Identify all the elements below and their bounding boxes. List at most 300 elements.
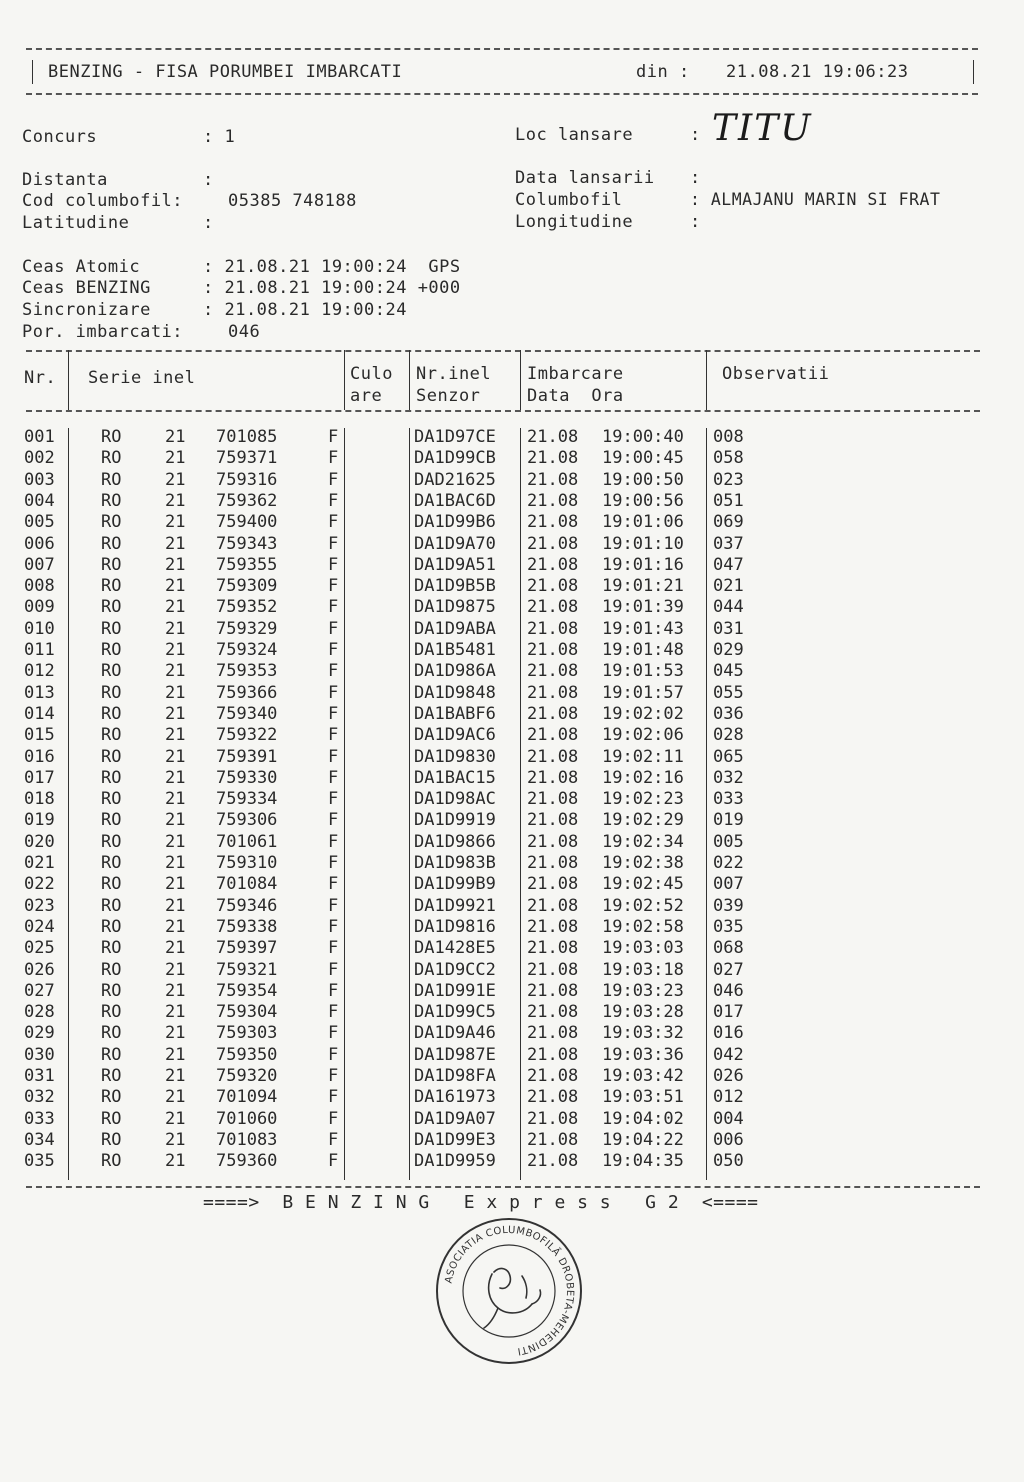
table-row [0,683,1024,704]
cod-columbofil-label: Cod columbofil: [22,191,184,211]
cell-inel: 759354 [216,980,278,1001]
cell-tara: RO [101,490,122,511]
cell-tara: RO [101,512,122,533]
cell-ora: 19:01:06 [602,512,684,533]
cell-sex: F [328,448,339,469]
col-header-observatii: Observatii [722,364,830,384]
cell-senzor: DA1D9866 [414,831,496,852]
cell-an: 21 [165,1002,186,1023]
din-label: din : [636,62,690,82]
cell-senzor: DA1D9A51 [414,554,496,575]
concurs-value: : 1 [203,127,236,147]
col-header-data-ora: Data Ora [527,386,624,406]
cell-observatii: 046 [713,980,744,1001]
cell-inel: 759310 [216,853,278,873]
cell-senzor: DA1428E5 [414,938,496,959]
cell-an: 21 [165,746,186,767]
cell-inel: 759371 [216,448,278,469]
cell-observatii: 008 [713,427,744,447]
cell-inel: 759304 [216,1002,278,1023]
cell-an: 21 [165,1066,186,1086]
cell-observatii: 022 [713,853,744,873]
cell-data: 21.08 [527,427,579,447]
sincronizare-value: : 21.08.21 19:00:24 [203,300,407,320]
cell-tara: RO [101,448,122,469]
cell-nr: 031 [24,1066,55,1086]
cell-tara: RO [101,1151,122,1172]
table-row [0,917,1024,938]
cell-nr: 004 [24,490,55,511]
cell-inel: 759306 [216,810,278,831]
table-row [0,640,1024,661]
cell-ora: 19:03:28 [602,1002,684,1023]
cell-ora: 19:03:32 [602,1023,684,1044]
cell-nr: 002 [24,448,55,469]
col-sep-imbarcare-header [706,350,707,410]
cell-inel: 759322 [216,725,278,746]
cell-data: 21.08 [527,789,579,810]
col-sep-senzor-header [520,350,521,410]
cell-nr: 011 [24,640,55,660]
cell-an: 21 [165,831,186,852]
longitudine-label: Longitudine [515,212,634,232]
cell-an: 21 [165,767,186,788]
cell-an: 21 [165,533,186,554]
cell-nr: 006 [24,533,55,554]
cell-an: 21 [165,725,186,746]
cell-tara: RO [101,554,122,575]
cell-observatii: 012 [713,1087,744,1108]
table-header-bottom-border [26,410,980,412]
cell-data: 21.08 [527,1129,579,1150]
cell-ora: 19:02:45 [602,874,684,895]
cell-tara: RO [101,618,122,639]
cell-nr: 028 [24,1002,55,1023]
col-sep-nr-header [68,350,69,410]
cell-inel: 701084 [216,874,278,895]
cell-senzor: DA1D9A07 [414,1108,496,1129]
stamp-graphic [434,1216,584,1366]
cell-ora: 19:04:22 [602,1129,684,1150]
cell-tara: RO [101,980,122,1001]
cell-sex: F [328,789,339,810]
cell-senzor: DA1D9ABA [414,618,496,639]
cell-data: 21.08 [527,853,579,873]
cell-tara: RO [101,661,122,682]
cell-observatii: 019 [713,810,744,831]
footer-brand: ====> B E N Z I N G E x p r e s s G 2 <==== [203,1192,759,1213]
table-row [0,576,1024,597]
cell-senzor: DA1BAC15 [414,767,496,788]
table-row [0,534,1024,555]
cell-nr: 032 [24,1087,55,1108]
cell-data: 21.08 [527,1002,579,1023]
cell-observatii: 006 [713,1129,744,1150]
cell-observatii: 017 [713,1002,744,1023]
cell-an: 21 [165,597,186,618]
cell-sex: F [328,980,339,1001]
cell-inel: 759324 [216,640,278,660]
cell-observatii: 029 [713,640,744,660]
cell-ora: 19:03:23 [602,980,684,1001]
cell-data: 21.08 [527,767,579,788]
cell-inel: 701060 [216,1108,278,1129]
cell-sex: F [328,682,339,703]
cell-senzor: DA1D9AC6 [414,725,496,746]
header-right-border [973,60,974,84]
cell-senzor: DA1D99B6 [414,512,496,533]
table-row [0,747,1024,768]
cell-tara: RO [101,938,122,959]
cell-inel: 759329 [216,618,278,639]
cell-an: 21 [165,980,186,1001]
cell-sex: F [328,1044,339,1065]
cell-senzor: DA1D986A [414,661,496,682]
cell-sex: F [328,831,339,852]
cell-sex: F [328,725,339,746]
cell-sex: F [328,554,339,575]
header-bottom-border [26,93,978,95]
cell-an: 21 [165,469,186,490]
cell-observatii: 007 [713,874,744,895]
cell-nr: 014 [24,703,55,724]
cell-inel: 759320 [216,1066,278,1086]
cell-ora: 19:00:45 [602,448,684,469]
cell-tara: RO [101,810,122,831]
cell-data: 21.08 [527,533,579,554]
cell-nr: 033 [24,1108,55,1129]
cell-data: 21.08 [527,746,579,767]
cell-sex: F [328,938,339,959]
cell-inel: 701061 [216,831,278,852]
cell-an: 21 [165,1044,186,1065]
sincronizare-label: Sincronizare [22,300,151,320]
cell-an: 21 [165,789,186,810]
cell-tara: RO [101,1108,122,1129]
cell-tara: RO [101,1002,122,1023]
distanta-value: : [203,170,214,190]
cell-tara: RO [101,640,122,660]
cell-inel: 759343 [216,533,278,554]
cell-inel: 759316 [216,469,278,490]
table-row [0,960,1024,981]
cell-inel: 759350 [216,1044,278,1065]
cell-sex: F [328,853,339,873]
cell-senzor: DA1D99B9 [414,874,496,895]
cell-tara: RO [101,1044,122,1065]
table-row [0,1066,1024,1087]
table-row [0,853,1024,874]
cell-data: 21.08 [527,469,579,490]
header-top-border [26,48,978,50]
table-row [0,768,1024,789]
table-row [0,1023,1024,1044]
cell-observatii: 023 [713,469,744,490]
table-row [0,981,1024,1002]
cell-data: 21.08 [527,661,579,682]
cell-senzor: DA1D97CE [414,427,496,447]
cell-observatii: 065 [713,746,744,767]
cell-ora: 19:03:51 [602,1087,684,1108]
cell-sex: F [328,1129,339,1150]
cod-columbofil-value: 05385 748188 [228,191,357,211]
cell-senzor: DA1D9B5B [414,576,496,597]
cell-sex: F [328,874,339,895]
cell-observatii: 032 [713,767,744,788]
loc-lansare-handwritten: TITU [712,108,813,149]
cell-ora: 19:03:36 [602,1044,684,1065]
table-row [0,874,1024,895]
cell-nr: 035 [24,1151,55,1172]
cell-nr: 025 [24,938,55,959]
cell-senzor: DAD21625 [414,469,496,490]
cell-observatii: 028 [713,725,744,746]
cell-inel: 759355 [216,554,278,575]
report-datetime: 21.08.21 19:06:23 [726,62,909,82]
cell-inel: 701085 [216,427,278,447]
cell-observatii: 037 [713,533,744,554]
cell-ora: 19:02:16 [602,767,684,788]
cell-nr: 012 [24,661,55,682]
cell-nr: 034 [24,1129,55,1150]
col-sep-culoare-header [409,350,410,410]
cell-an: 21 [165,1151,186,1172]
cell-sex: F [328,1151,339,1172]
cell-senzor: DA1B5481 [414,640,496,660]
cell-data: 21.08 [527,1108,579,1129]
ceas-benzing-label: Ceas BENZING [22,278,151,298]
cell-observatii: 031 [713,618,744,639]
col-header-imbarcare: Imbarcare [527,364,624,384]
cell-ora: 19:04:35 [602,1151,684,1172]
cell-inel: 701094 [216,1087,278,1108]
cell-senzor: DA1D9875 [414,597,496,618]
cell-nr: 015 [24,725,55,746]
cell-an: 21 [165,1023,186,1044]
cell-observatii: 042 [713,1044,744,1065]
cell-data: 21.08 [527,959,579,980]
cell-sex: F [328,1066,339,1086]
cell-data: 21.08 [527,725,579,746]
cell-tara: RO [101,469,122,490]
cell-data: 21.08 [527,895,579,916]
col-header-nr: Nr. [24,368,57,388]
cell-tara: RO [101,895,122,916]
cell-inel: 759366 [216,682,278,703]
cell-data: 21.08 [527,810,579,831]
association-stamp [434,1216,584,1366]
cell-data: 21.08 [527,916,579,937]
cell-ora: 19:01:16 [602,554,684,575]
table-row [0,1002,1024,1023]
cell-observatii: 047 [713,554,744,575]
cell-senzor: DA1D9CC2 [414,959,496,980]
cell-data: 21.08 [527,874,579,895]
cell-observatii: 033 [713,789,744,810]
cell-observatii: 035 [713,916,744,937]
dove-icon [484,1269,541,1328]
cell-an: 21 [165,938,186,959]
header-left-border [32,60,33,84]
cell-tara: RO [101,597,122,618]
cell-ora: 19:02:06 [602,725,684,746]
cell-ora: 19:02:38 [602,853,684,873]
cell-observatii: 045 [713,661,744,682]
cell-nr: 001 [24,427,55,447]
cell-inel: 759334 [216,789,278,810]
table-row [0,832,1024,853]
cell-ora: 19:03:42 [602,1066,684,1086]
cell-nr: 018 [24,789,55,810]
cell-tara: RO [101,725,122,746]
cell-observatii: 036 [713,703,744,724]
cell-inel: 701083 [216,1129,278,1150]
cell-tara: RO [101,1129,122,1150]
cell-tara: RO [101,1023,122,1044]
cell-senzor: DA1D983B [414,853,496,873]
cell-nr: 016 [24,746,55,767]
cell-data: 21.08 [527,512,579,533]
cell-senzor: DA1D991E [414,980,496,1001]
cell-inel: 759362 [216,490,278,511]
table-row [0,1130,1024,1151]
table-row [0,1087,1024,1108]
cell-tara: RO [101,703,122,724]
cell-nr: 019 [24,810,55,831]
cell-ora: 19:01:53 [602,661,684,682]
cell-observatii: 004 [713,1108,744,1129]
cell-nr: 017 [24,767,55,788]
cell-nr: 010 [24,618,55,639]
cell-senzor: DA1D987E [414,1044,496,1065]
cell-senzor: DA1D9A70 [414,533,496,554]
cell-nr: 003 [24,469,55,490]
cell-tara: RO [101,874,122,895]
cell-sex: F [328,1087,339,1108]
col-header-culoare-1: Culo [350,364,393,384]
cell-ora: 19:02:52 [602,895,684,916]
cell-ora: 19:00:50 [602,469,684,490]
cell-sex: F [328,1023,339,1044]
cell-inel: 759391 [216,746,278,767]
col-header-culoare-2: are [350,386,383,406]
table-row [0,1151,1024,1172]
cell-an: 21 [165,1129,186,1150]
cell-senzor: DA1D98AC [414,789,496,810]
cell-senzor: DA1D9830 [414,746,496,767]
cell-inel: 759309 [216,576,278,597]
col-header-serie-inel: Serie inel [88,368,196,388]
table-row [0,427,1024,448]
cell-senzor: DA1D99C5 [414,1002,496,1023]
cell-data: 21.08 [527,618,579,639]
cell-sex: F [328,512,339,533]
cell-an: 21 [165,512,186,533]
cell-an: 21 [165,959,186,980]
table-row [0,725,1024,746]
cell-an: 21 [165,576,186,597]
col-header-nr-inel: Nr.inel [416,364,492,384]
cell-data: 21.08 [527,597,579,618]
cell-inel: 759346 [216,895,278,916]
cell-inel: 759397 [216,938,278,959]
cell-inel: 759353 [216,661,278,682]
cell-nr: 007 [24,554,55,575]
cell-an: 21 [165,448,186,469]
columbofil-label: Columbofil [515,190,623,210]
cell-inel: 759360 [216,1151,278,1172]
cell-sex: F [328,640,339,660]
cell-senzor: DA1BABF6 [414,703,496,724]
cell-data: 21.08 [527,1044,579,1065]
cell-data: 21.08 [527,682,579,703]
cell-senzor: DA1D9959 [414,1151,496,1172]
cell-senzor: DA1D9848 [414,682,496,703]
cell-nr: 029 [24,1023,55,1044]
cell-sex: F [328,469,339,490]
cell-an: 21 [165,682,186,703]
cell-inel: 759352 [216,597,278,618]
cell-senzor: DA1D9921 [414,895,496,916]
cell-observatii: 050 [713,1151,744,1172]
cell-nr: 008 [24,576,55,597]
cell-data: 21.08 [527,703,579,724]
cell-sex: F [328,767,339,788]
cell-ora: 19:02:29 [602,810,684,831]
cell-data: 21.08 [527,490,579,511]
table-bottom-border [26,1186,980,1188]
cell-an: 21 [165,490,186,511]
cell-an: 21 [165,895,186,916]
cell-sex: F [328,703,339,724]
cell-tara: RO [101,916,122,937]
cell-senzor: DA1BAC6D [414,490,496,511]
cell-senzor: DA1D99E3 [414,1129,496,1150]
cell-observatii: 068 [713,938,744,959]
cell-tara: RO [101,746,122,767]
cell-sex: F [328,576,339,597]
cell-an: 21 [165,703,186,724]
cell-ora: 19:02:11 [602,746,684,767]
cell-sex: F [328,533,339,554]
cell-sex: F [328,959,339,980]
cell-senzor: DA1D9816 [414,916,496,937]
cell-an: 21 [165,640,186,660]
col-header-senzor: Senzor [416,386,481,406]
cell-an: 21 [165,661,186,682]
cell-data: 21.08 [527,640,579,660]
cell-sex: F [328,1108,339,1129]
table-row [0,1109,1024,1130]
cell-tara: RO [101,1087,122,1108]
cell-observatii: 021 [713,576,744,597]
cell-sex: F [328,597,339,618]
cell-nr: 024 [24,916,55,937]
cell-sex: F [328,916,339,937]
cell-nr: 030 [24,1044,55,1065]
ceas-atomic-label: Ceas Atomic [22,257,141,277]
cell-tara: RO [101,831,122,852]
cell-observatii: 055 [713,682,744,703]
cell-senzor: DA161973 [414,1087,496,1108]
longitudine-value: : [690,212,701,232]
table-row [0,1045,1024,1066]
cell-inel: 759340 [216,703,278,724]
cell-nr: 026 [24,959,55,980]
cell-an: 21 [165,427,186,447]
loc-lansare-sep: : [690,125,701,145]
cell-observatii: 026 [713,1066,744,1086]
